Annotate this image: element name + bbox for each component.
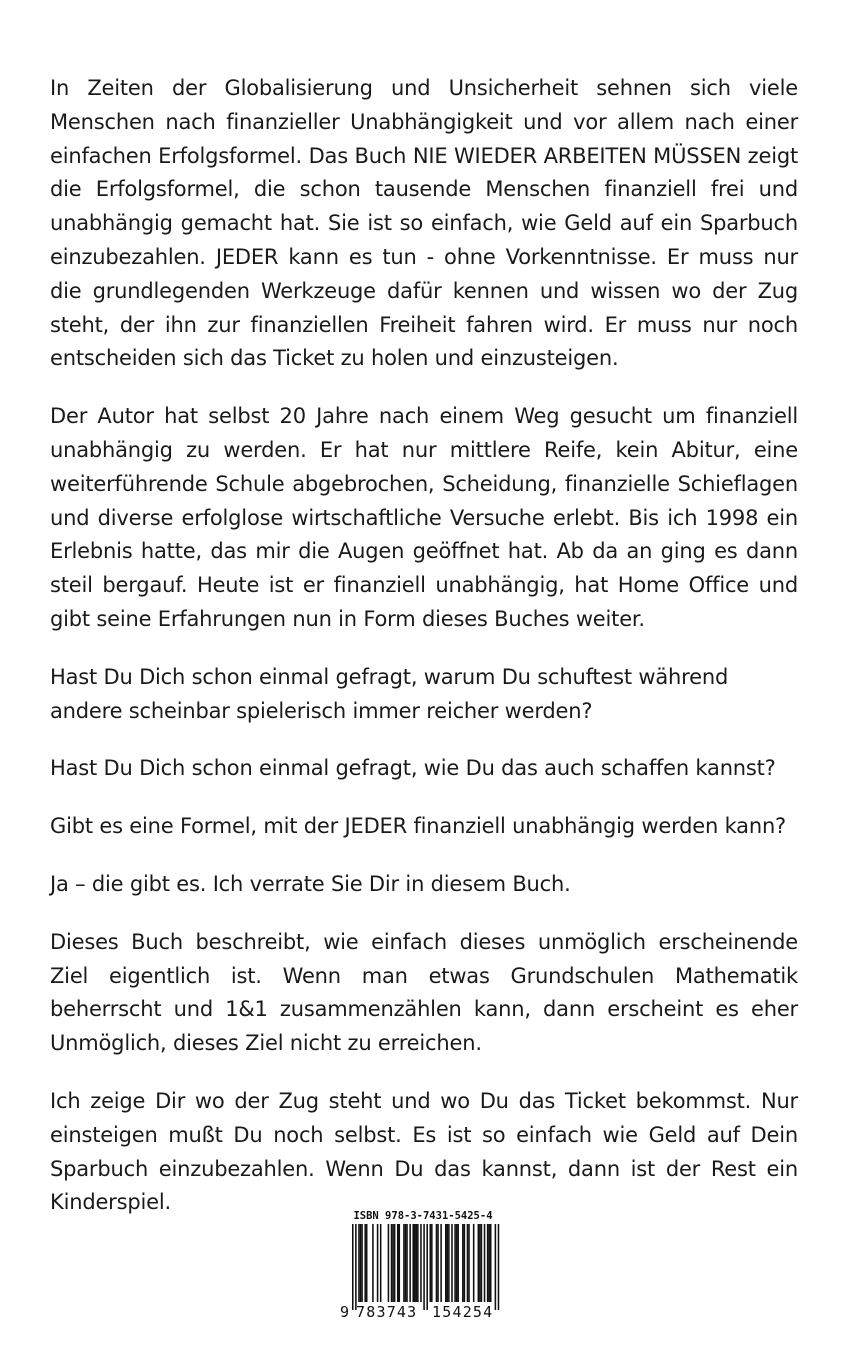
barcode-bar [403, 1224, 405, 1302]
barcode-bar [454, 1224, 456, 1302]
barcode-bar [372, 1224, 374, 1302]
barcode-bar [358, 1224, 360, 1302]
barcode-bar [498, 1224, 500, 1310]
barcode-bar [488, 1224, 490, 1302]
barcode-bar [420, 1224, 422, 1302]
barcode-bar [473, 1224, 475, 1302]
barcode-bar [495, 1224, 497, 1310]
paragraph-description: Dieses Buch beschreibt, wie einfach dieses unmöglich erscheinende Ziel eigentlich ist. Wenn man etwas Grundschulen Mathematik beherrscht und 1&1 zusammenzählen kann, dann erscheint es eher Unmöglich, dieses Ziel nicht zu erreichen. [50, 929, 798, 1056]
barcode-bar [364, 1224, 366, 1302]
barcode-bar [490, 1224, 492, 1302]
barcode-bar [423, 1224, 425, 1310]
barcode-bar [464, 1224, 466, 1302]
barcode-bar [406, 1224, 408, 1302]
barcode-bar [481, 1224, 483, 1302]
barcode-bar [397, 1224, 399, 1302]
paragraph-question-1: Hast Du Dich schon einmal gefragt, warum Du schuftest während andere scheinbar spielerisch immer reicher werden? [50, 664, 729, 723]
isbn-barcode-block [340, 1210, 506, 1320]
barcode-bar [409, 1224, 411, 1302]
paragraph-author: Der Autor hat selbst 20 Jahre nach einem Weg gesucht um finanziell unabhängig zu werden. Er hat nur mittlere Reife, kein Abitur, eine weiterführende Schule abgebrochen, Scheidung, finanzielle Schieflagen und diverse erfolglose wirtschaftliche Versuche erlebt. Bis ich 1998 ein Erlebnis hatte, das mir die Augen geöffnet hat. Ab da an ging es dann steil bergauf. Heute ist er finanziell unabhängig, hat Home Office und gibt seine Erfahrungen nun in Form dieses Buches weiter. [50, 404, 798, 631]
paragraph-answer: Ja – die gibt es. Ich verrate Sie Dir in diesem Buch. [50, 871, 571, 896]
barcode-bar [468, 1224, 470, 1302]
barcode-bar [352, 1224, 354, 1310]
barcode-bar [456, 1224, 458, 1302]
barcode-bar [405, 1224, 407, 1302]
barcode-bar [437, 1224, 439, 1302]
barcode-bar [447, 1224, 449, 1302]
barcode-bar [436, 1224, 438, 1302]
barcode-bar [440, 1224, 442, 1302]
barcode-bar [355, 1224, 357, 1310]
barcode-bar [487, 1224, 489, 1302]
paragraph-question-2: Hast Du Dich schon einmal gefragt, wie Du das auch schaffen kannst? [50, 756, 776, 781]
barcode-bar [412, 1224, 414, 1302]
barcode-bar [445, 1224, 447, 1302]
barcode-bar [360, 1224, 362, 1302]
barcode-icon [340, 1224, 506, 1310]
barcode-bar [431, 1224, 433, 1302]
barcode-bar [462, 1224, 464, 1302]
barcode-bar [377, 1224, 379, 1302]
paragraph-closing: Ich zeige Dir wo der Zug steht und wo Du das Ticket bekommst. Nur einsteigen mußt Du noch selbst. Es ist so einfach wie Geld auf Dein Sparbuch einzubezahlen. Wenn Du das kannst, dann ist der Rest ein Kinderspiel. [50, 1088, 798, 1215]
barcode-bar [392, 1224, 394, 1302]
barcode-bar [430, 1224, 432, 1302]
barcode-bar [361, 1224, 363, 1302]
barcode-bar [391, 1224, 393, 1302]
barcode-bar [366, 1224, 368, 1302]
barcode-bar [451, 1224, 453, 1302]
barcode-bar [388, 1224, 390, 1302]
barcode-lead-digit: 9 [340, 1303, 350, 1321]
barcode-bar [448, 1224, 450, 1302]
blurb-text [50, 72, 798, 1244]
barcode-bar [457, 1224, 459, 1302]
barcode-bar [414, 1224, 416, 1302]
barcode-bar [394, 1224, 396, 1302]
barcode-bar [426, 1224, 428, 1310]
paragraph-question-3: Gibt es eine Formel, mit der JEDER finanziell unabhängig werden kann? [50, 814, 787, 839]
barcode-bar [399, 1224, 401, 1302]
barcode-bar [484, 1224, 486, 1302]
isbn-label: ISBN 978-3-7431-5425-4 [353, 1210, 493, 1222]
barcode-bar [479, 1224, 481, 1302]
barcode-left-group: 783743 [356, 1303, 418, 1321]
paragraph-intro: In Zeiten der Globalisierung und Unsicherheit sehnen sich viele Menschen nach finanzieller Unabhängigkeit und vor allem nach einer einfachen Erfolgsformel. Das Buch NIE WIEDER ARBEITEN MÜSSEN zeigt die Erfolgsformel, die schon tausende Menschen finanziell frei und unabhängig gemacht hat. Sie ist so einfach, wie Geld auf ein Sparbuch einzubezahlen. JEDER kann es tun - ohne Vorkenntnisse. Er muss nur die grundlegenden Werkzeuge dafür kennen und wissen wo der Zug steht, der ihn zur finanziellen Freiheit fahren wird. Er muss nur noch entscheiden sich das Ticket zu holen und einzusteigen. [50, 76, 798, 371]
barcode-bar [380, 1224, 382, 1302]
barcode-bar [417, 1224, 419, 1302]
barcode-right-group: 154254 [432, 1303, 494, 1321]
barcode-bar [478, 1224, 480, 1302]
barcode-bar [467, 1224, 469, 1302]
barcode-bar [416, 1224, 418, 1302]
